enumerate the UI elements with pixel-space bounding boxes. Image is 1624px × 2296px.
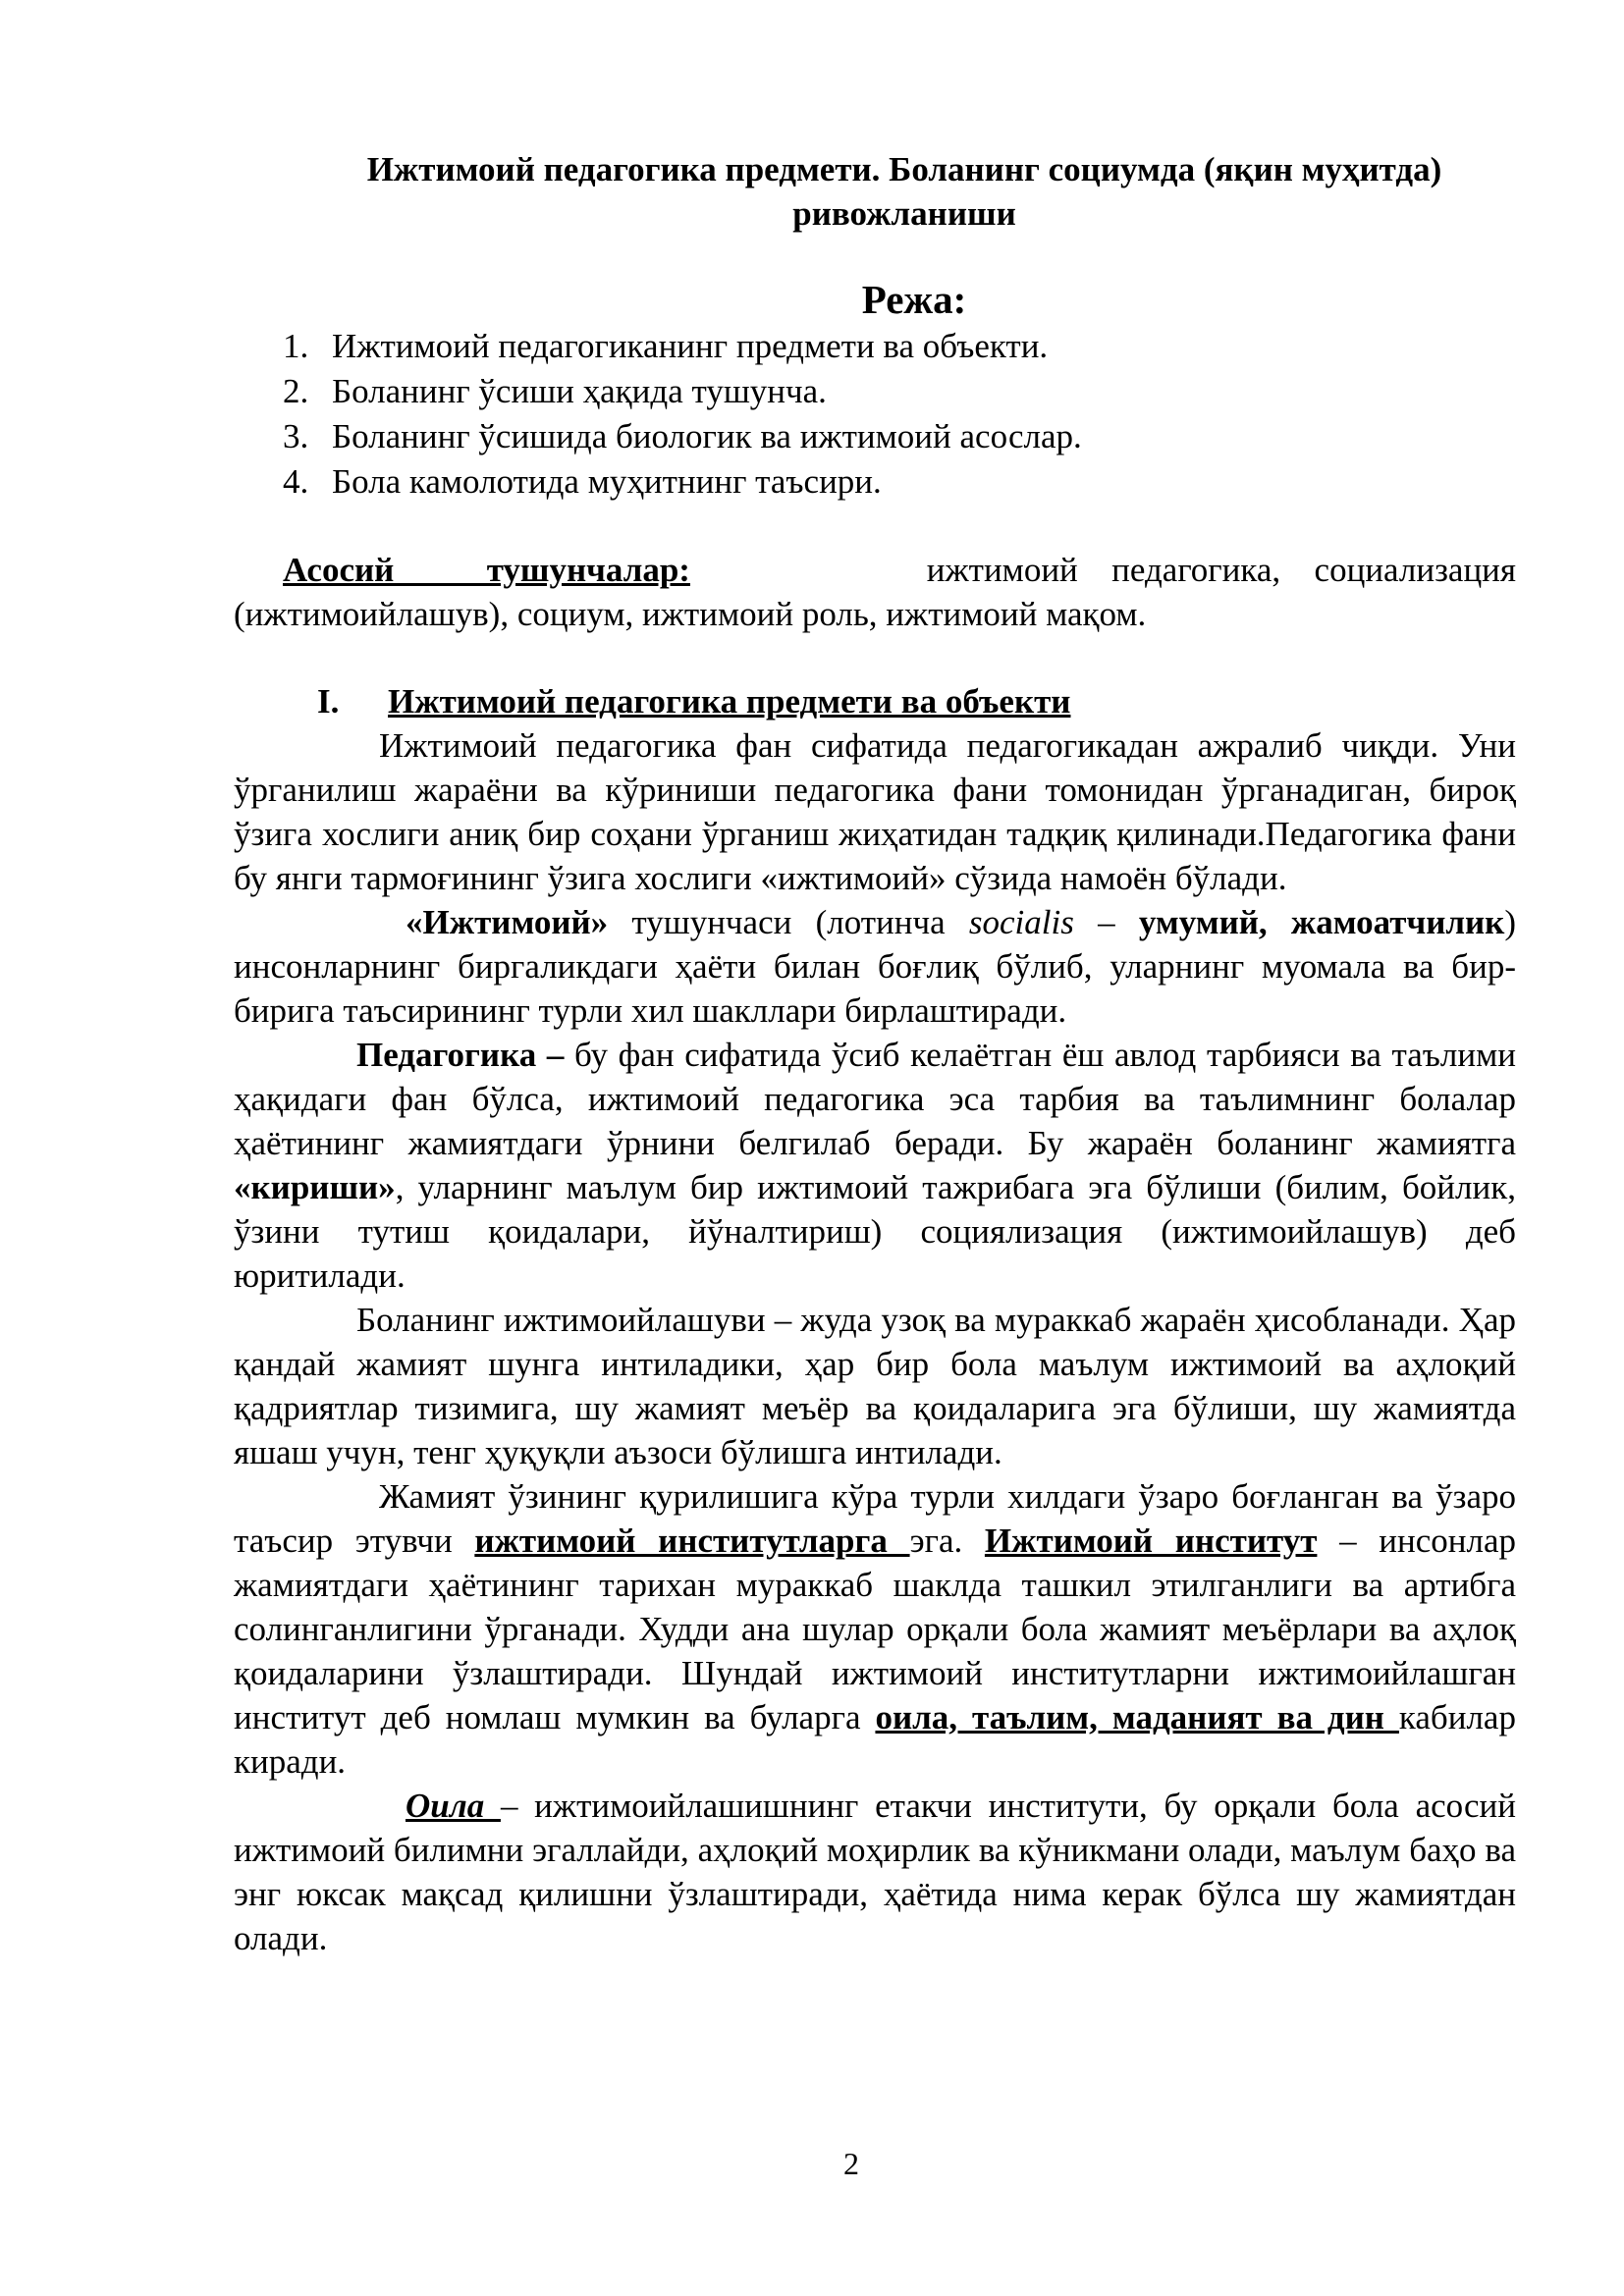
paragraph-2 bbox=[234, 900, 1516, 1033]
key-concepts-text: ижтимоий педагогика, социализация (ижтимоийлашув), социум, ижтимоий роль, ижтимоий мақом. bbox=[234, 551, 1517, 633]
section-title: Ижтимоий педагогика предмети ва объекти bbox=[388, 682, 1071, 721]
document-title bbox=[234, 147, 1516, 236]
paragraph-3-text-a: бу фан сифатида ўсиб келаётган ёш авлод тарбияси ва таълими ҳақидаги фан бўлса, ижтимоий педагогика эса тарбия ва таълимнинг болалар ҳаётининг жамиятдаги ўрнини белгилаб беради. Бу жараён боланинг жамиятга bbox=[234, 1036, 1516, 1162]
paragraph-5-text-a: Жамият ўзининг қурилишига кўра турли хилдаги ўзаро боғланган ва ўзаро таъсир этувчи bbox=[234, 1477, 1516, 1560]
plan-heading: Режа: bbox=[861, 277, 967, 322]
plan-item bbox=[283, 324, 1516, 369]
key-concepts-paragraph bbox=[234, 548, 1516, 636]
term-pedagogika: Педагогика – bbox=[356, 1036, 565, 1074]
page-number: 2 bbox=[843, 2146, 859, 2181]
plan-item bbox=[283, 414, 1516, 459]
plan-item-text: Боланинг ўсишида биологик ва ижтимоий асослар. bbox=[332, 417, 1082, 455]
title-line-2: ривожланиши bbox=[792, 194, 1016, 233]
section-number: I. bbox=[317, 682, 340, 721]
plan-item-number: 4. bbox=[283, 462, 309, 501]
latin-term: socialis bbox=[968, 903, 1074, 941]
paragraph-2-text-a: тушунчаси (лотинча bbox=[608, 903, 969, 941]
section-heading bbox=[234, 679, 1516, 723]
plan-item-text: Бола камолотида муҳитнинг таъсири. bbox=[332, 462, 882, 501]
paragraph-5-text-d: кабилар киради. bbox=[234, 1698, 1516, 1781]
term-meaning: умумий, жамоатчилик bbox=[1138, 903, 1505, 941]
paragraph-6-text: – ижтимоийлашишнинг етакчи институти, бу орқали бола асосий ижтимоий билимни эгаллайди, аҳлоқий моҳирлик ва кўникмани олади, маълум баҳо ва энг юксак мақсад қилишни ўзлаштиради, ҳаётида нима керак бўлса шу жамиятдан олади. bbox=[234, 1787, 1516, 1957]
institutions-list: оила, таълим, маданият ва дин bbox=[875, 1698, 1399, 1736]
plan-item bbox=[283, 369, 1516, 414]
paragraph-2-text-b: – bbox=[1073, 903, 1139, 941]
paragraph-4: Боланинг ижтимоийлашуви – жуда узоқ ва мураккаб жараён ҳисобланади. Ҳар қандай жамият шунга интиладики, ҳар бир бола маълум ижтимоий ва аҳлоқий қадриятлар тизимига, шу жамият меъёр ва қоидаларига эга бўлиши, шу жамиятда яшаш учун, тенг ҳуқуқли аъзоси бўлишга интилади. bbox=[234, 1301, 1516, 1471]
paragraph-6 bbox=[234, 1784, 1516, 1960]
term-institut: Ижтимоий институт bbox=[984, 1522, 1318, 1560]
paragraph-3-text-b: , уларнинг маълум бир ижтимоий тажрибага эга бўлиши (билим, бойлик, ўзини тутиш қоидалари, йўналтириш) социялизация (ижтимоийлашув) деб юритилади. bbox=[234, 1168, 1516, 1295]
term-institutlarga: ижтимоий институтларга bbox=[474, 1522, 910, 1560]
paragraph-5-text-b: эга. bbox=[909, 1522, 985, 1560]
plan-item-number: 1. bbox=[283, 327, 309, 365]
paragraph-2-text-c: ) инсонларнинг биргаликдаги ҳаёти билан боғлиқ бўлиб, уларнинг муомала ва бир-бирига таъсирининг турли хил шакллари бирлаштиради. bbox=[234, 903, 1517, 1030]
paragraph-3 bbox=[234, 1033, 1516, 1298]
term-ijtimoiy: «Ижтимоий» bbox=[406, 903, 609, 941]
plan-item-number: 3. bbox=[283, 417, 309, 455]
paragraph-5-text-c: – инсонлар жамиятдаги ҳаётининг тарихан мураккаб шаклда ташкил этилганлиги ва артибга солинганлигини ўрганади. Худди ана шулар орқали бола жамият меъёрлари ва аҳлоқ қоидаларини ўзлаштиради. Шундай ижтимоий институтларни ижтимоийлашган институт деб номлаш мумкин ва буларга bbox=[234, 1522, 1516, 1736]
plan-item-text: Ижтимоий педагогиканинг предмети ва объекти. bbox=[332, 327, 1049, 365]
key-concepts-label: Асосий тушунчалар: bbox=[283, 551, 690, 589]
title-line-1: Ижтимоий педагогика предмети. Боланинг социумда (яқин муҳитда) bbox=[366, 150, 1442, 188]
plan-item bbox=[283, 459, 1516, 505]
plan-list bbox=[234, 324, 1516, 505]
paragraph-1: Ижтимоий педагогика фан сифатида педагогикадан ажралиб чиқди. Уни ўрганилиш жараёни ва кўриниши педагогика фани томонидан ўрганадиган, бироқ ўзига хослиги аниқ бир соҳани ўрганиш жиҳатидан тадқиқ қилинади.Педагогика фани бу янги тармоғининг ўзига хослиги «ижтимоий» сўзида намоён бўлади. bbox=[234, 726, 1516, 897]
document-body bbox=[234, 147, 1516, 1960]
paragraph-5 bbox=[234, 1474, 1516, 1784]
plan-item-text: Боланинг ўсиши ҳақида тушунча. bbox=[332, 372, 827, 410]
plan-item-number: 2. bbox=[283, 372, 309, 410]
term-oila: Оила bbox=[406, 1787, 501, 1825]
term-kirishi: «кириши» bbox=[234, 1168, 396, 1206]
